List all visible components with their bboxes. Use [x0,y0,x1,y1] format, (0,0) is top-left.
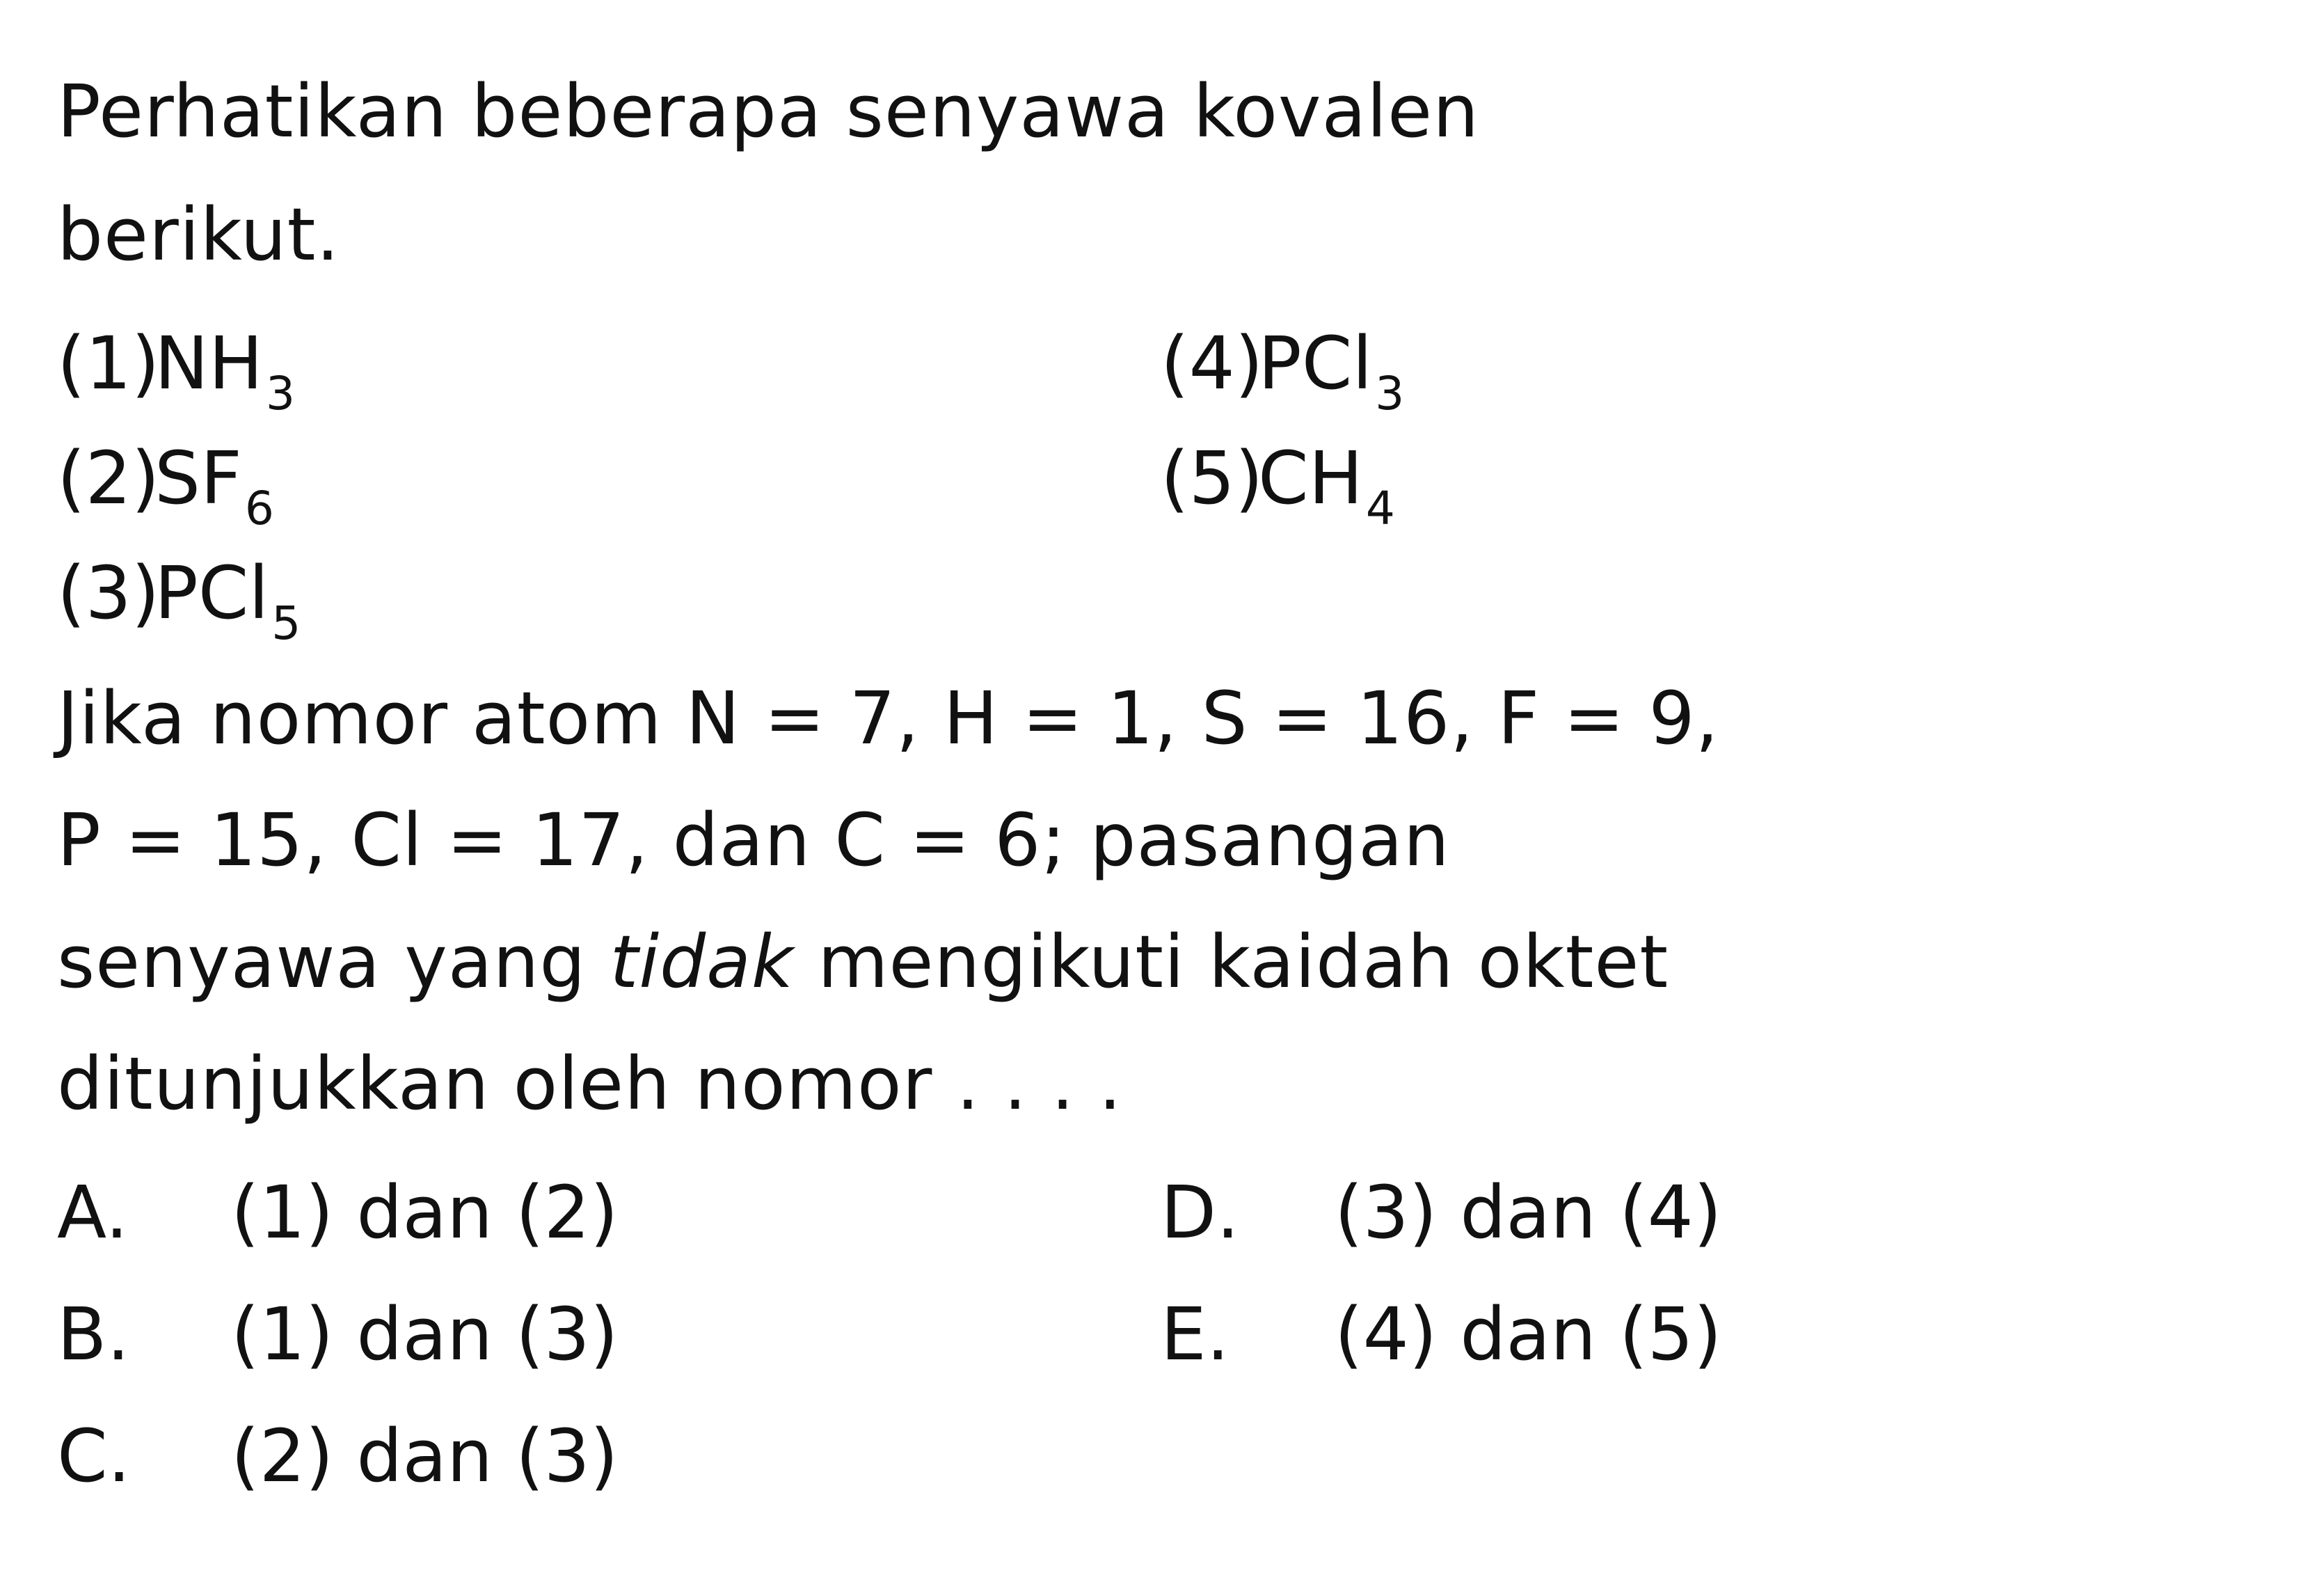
option-letter: E. [1161,1292,1229,1377]
option-text: (4) dan (5) [1335,1292,1722,1377]
option-letter: A. [57,1170,129,1255]
option-text: (1) dan (3) [231,1292,619,1377]
option-c[interactable] [57,1414,619,1499]
compound-formula: PCl$_3$ [1258,321,1405,420]
option-e[interactable] [1161,1292,1722,1377]
compound-formula: $SF_6$ [154,436,274,535]
compound-label: (2) [57,436,160,521]
compound-item-3 [57,551,301,650]
compound-item-4 [1161,321,1405,420]
compound-item-1 [57,321,295,420]
option-letter: C. [57,1414,131,1499]
compound-formula: $NH_3$ [154,321,295,420]
option-text: (3) dan (4) [1335,1170,1722,1255]
option-d[interactable] [1161,1170,1722,1255]
body-line-2: P = 15, Cl = 17, dan C = 6; pasangan [57,798,1450,883]
compound-label: (3) [57,551,160,635]
body-line-1: Jika nomor atom N = 7, H = 1, S = 16, F = 9, [57,676,1719,761]
body-line-4: ditunjukkan oleh nomor . . . . [57,1041,1122,1126]
option-letter: B. [57,1292,130,1377]
compound-label: (1) [57,321,160,406]
compound-label: (5) [1161,436,1264,521]
option-text: (1) dan (2) [231,1170,619,1255]
option-letter: D. [1161,1170,1240,1255]
emphasis-tidak: tidak [610,919,795,1004]
compound-formula: $CH_4$ [1258,436,1395,535]
compound-label: (4) [1161,321,1264,406]
option-text: (2) dan (3) [231,1414,619,1499]
option-b[interactable] [57,1292,619,1377]
compound-formula: PCl$_5$ [154,551,301,650]
body-line-3: senyawa yang tidak mengikuti kaidah oktet [57,919,1669,1004]
compound-item-5 [1161,436,1395,535]
intro-line-1: Perhatikan beberapa senyawa kovalen [57,69,1480,154]
intro-line-2: berikut. [57,192,340,277]
option-a[interactable] [57,1170,619,1255]
compound-item-2 [57,436,274,535]
